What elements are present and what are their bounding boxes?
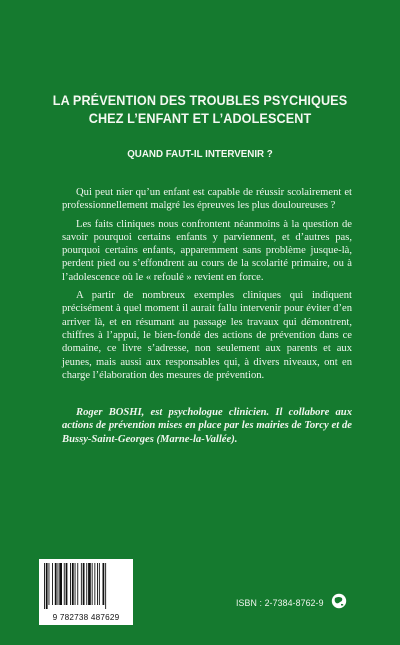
- book-subtitle: QUAND FAUT-IL INTERVENIR ?: [127, 148, 273, 160]
- blurb: [62, 186, 352, 387]
- publisher-globe-icon: [331, 593, 347, 609]
- isbn-label: ISBN : 2-7384-8762-9: [236, 598, 324, 608]
- barcode-bars: [43, 563, 129, 609]
- book-title: [51, 92, 349, 128]
- title-line-1: LA PRÉVENTION DES TROUBLES PSYCHIQUES: [52, 93, 348, 108]
- blurb-paragraph: Les faits cliniques nous confrontent néanmoins à la question de savoir pourquoi certains enfants y parviennent, et d’autres pas, pourquoi certains enfants, apparemment sans problème jusque-là, perdent pied ou s’effondrent au cours de la scolarité primaire, ou à l’adolescence où le « refoulé » revient en force.: [62, 218, 352, 283]
- blurb-paragraph: Qui peut nier qu’un enfant est capable de réussir scolairement et professionnellement malgré les épreuves les plus douloureuses ?: [62, 187, 352, 212]
- barcode: [39, 559, 133, 625]
- blurb-paragraph: A partir de nombreux exemples cliniques qui indiquent précisément à quel moment il aurait fallu intervenir pour éviter d’en arriver là, et en résumant au passage les travaux qui démontrent, chiffres à l’appui, le bien-fondé des actions de prévention dans ce domaine, ce livre s’adresse, non seulement aux parents et aux jeunes, mais aussi aux responsables qui, à divers niveaux, ont en charge l’élaboration des mesures de prévention.: [62, 290, 352, 381]
- author-bio: , est psychologue clinicien. Il collabore aux actions de prévention mises en place par les mairies de Torcy et de Bussy-Saint-Georges (Marne-la-Vallée).: [62, 407, 352, 445]
- author-note: [62, 406, 352, 446]
- title-line-2: CHEZ L’ENFANT ET L’ADOLESCENT: [88, 111, 312, 126]
- barcode-number: 9 782738 487629: [52, 613, 120, 622]
- author-name: Roger BOSHI: [76, 407, 142, 418]
